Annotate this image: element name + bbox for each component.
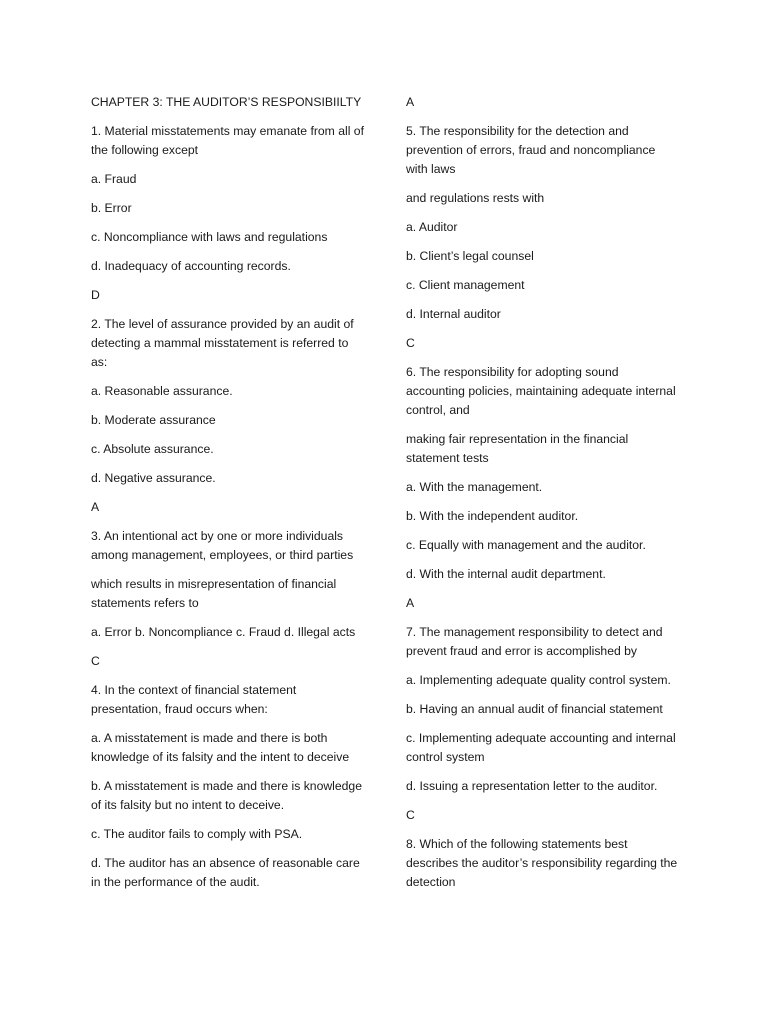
left-column-paragraph: 3. An intentional act by one or more individuals among management, employees, or third parties	[91, 529, 354, 562]
right-column-paragraph: and regulations rests with	[406, 191, 545, 205]
right-column-paragraph: a. Auditor	[406, 220, 458, 234]
right-column-paragraph: a. Implementing adequate quality control system.	[406, 673, 671, 687]
left-column-paragraph: a. Error b. Noncompliance c. Fraud d. Illegal acts	[91, 625, 356, 639]
left-column-paragraph: d. Inadequacy of accounting records.	[91, 259, 291, 273]
right-column-paragraph: c. Implementing adequate accounting and internal control system	[406, 731, 676, 764]
right-column-paragraph: d. Internal auditor	[406, 307, 501, 321]
right-column-paragraph: a. With the management.	[406, 480, 543, 494]
left-column-paragraph: C	[91, 654, 100, 668]
right-column-paragraph: C	[406, 336, 415, 350]
left-column-paragraph: which results in misrepresentation of financial statements refers to	[91, 577, 337, 610]
right-column-paragraph: d. With the internal audit department.	[406, 567, 606, 581]
right-column-paragraph: d. Issuing a representation letter to the auditor.	[406, 779, 658, 793]
left-column-paragraph: 1. Material misstatements may emanate from all of the following except	[91, 124, 364, 157]
right-column-paragraph: 5. The responsibility for the detection and prevention of errors, fraud and noncompliance with laws	[406, 124, 656, 176]
left-column-paragraph: a. A misstatement is made and there is both knowledge of its falsity and the intent to deceive	[91, 731, 350, 764]
right-column-paragraph: 8. Which of the following statements best describes the auditor’s responsibility regarding the detection	[406, 837, 678, 889]
left-column-paragraph: 4. In the context of financial statement presentation, fraud occurs when:	[91, 683, 297, 716]
left-column	[91, 93, 366, 902]
right-column-paragraph: c. Equally with management and the auditor.	[406, 538, 646, 552]
right-column	[406, 93, 678, 902]
left-column-paragraph: c. Absolute assurance.	[91, 442, 214, 456]
right-column-paragraph: b. Client’s legal counsel	[406, 249, 534, 263]
left-column-paragraph: c. The auditor fails to comply with PSA.	[91, 827, 303, 841]
left-column-paragraph: 2. The level of assurance provided by an audit of detecting a mammal misstatement is referred to as:	[91, 317, 354, 369]
left-column-paragraph: d. The auditor has an absence of reasonable care in the performance of the audit.	[91, 856, 360, 889]
right-column-paragraph: 7. The management responsibility to detect and prevent fraud and error is accomplished by	[406, 625, 663, 658]
right-column-paragraph: b. Having an annual audit of financial statement	[406, 702, 663, 716]
right-column-paragraph: c. Client management	[406, 278, 525, 292]
left-column-paragraph: c. Noncompliance with laws and regulations	[91, 230, 328, 244]
right-column-paragraph: A	[406, 596, 415, 610]
right-column-paragraph: making fair representation in the financial statement tests	[406, 432, 629, 465]
right-column-paragraph: C	[406, 808, 415, 822]
left-column-paragraph: A	[91, 500, 100, 514]
left-column-paragraph: D	[91, 288, 100, 302]
right-column-paragraph: 6. The responsibility for adopting sound accounting policies, maintaining adequate internal control, and	[406, 365, 676, 417]
left-column-paragraph: b. Moderate assurance	[91, 413, 216, 427]
right-column-paragraph: b. With the independent auditor.	[406, 509, 579, 523]
left-column-paragraph: a. Reasonable assurance.	[91, 384, 233, 398]
left-column-paragraph: b. A misstatement is made and there is knowledge of its falsity but no intent to deceive.	[91, 779, 362, 812]
left-column-paragraph: b. Error	[91, 201, 132, 215]
left-column-paragraph: a. Fraud	[91, 172, 137, 186]
right-column-paragraph: A	[406, 95, 415, 109]
left-column-paragraph: d. Negative assurance.	[91, 471, 216, 485]
left-column-paragraph: CHAPTER 3: THE AUDITOR’S RESPONSIBIILTY	[91, 95, 362, 109]
